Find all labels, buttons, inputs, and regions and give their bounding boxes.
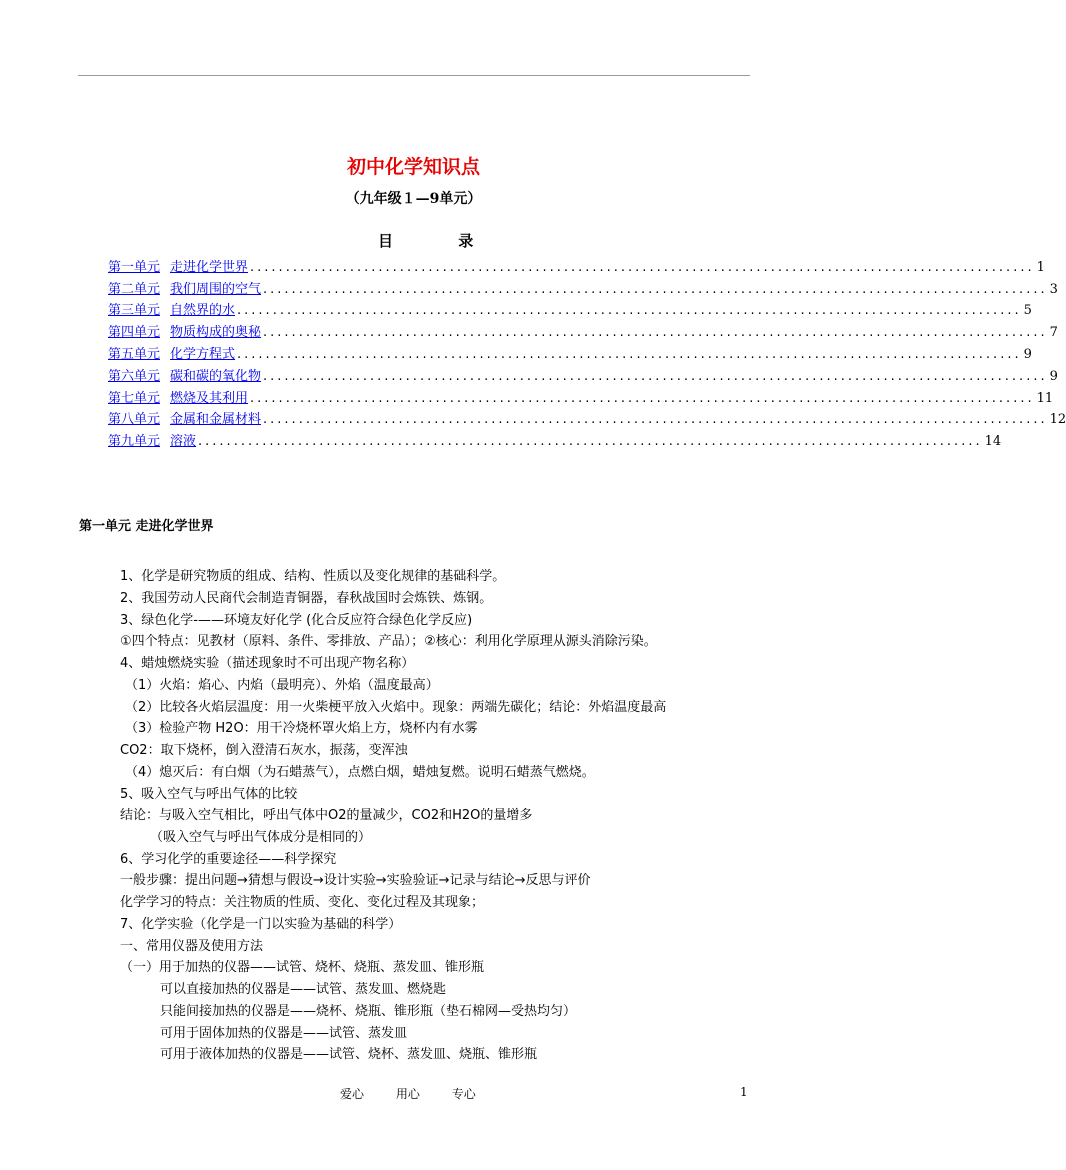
page-number: 1 (740, 1085, 748, 1099)
toc-leader: .............................................................................................................. (250, 259, 1035, 275)
toc-page: 9 (1049, 368, 1058, 384)
toc-row (108, 297, 1032, 319)
toc-name: 走进化学世界 (170, 259, 249, 275)
toc-unit: 第九单元 (108, 434, 161, 450)
page-title: 初中化学知识点 (346, 156, 480, 178)
footer-text: 用心 (395, 1087, 420, 1101)
body-line: 3、绿色化学-——环境友好化学 (化合反应符合绿色化学反应) (120, 613, 473, 628)
body-line: CO2：取下烧杯，倒入澄清石灰水，振荡，变浑浊 (120, 743, 408, 758)
toc-link-unit-4[interactable] (108, 321, 261, 340)
body-line: 只能间接加热的仪器是——烧杯、烧瓶、锥形瓶（垫石棉网—受热均匀） (160, 1004, 577, 1019)
toc-page: 5 (1023, 303, 1032, 319)
toc-row (108, 406, 1066, 428)
toc-page: 7 (1049, 325, 1058, 341)
body-line: ①四个特点：见教材（原料、条件、零排放、产品）；②核心：利用化学原理从源头消除污染。 (120, 634, 657, 649)
toc-leader: .............................................................................................................. (198, 434, 983, 450)
body-line: 可用于液体加热的仪器是——试管、烧杯、蒸发皿、烧瓶、锥形瓶 (160, 1047, 538, 1062)
body-line: 5、吸入空气与呼出气体的比较 (120, 787, 298, 802)
toc-unit: 第三单元 (108, 303, 161, 319)
toc-page: 14 (984, 434, 1002, 450)
footer-text: 专心 (451, 1087, 476, 1101)
toc-link-unit-1[interactable] (108, 256, 248, 275)
body-line: （吸入空气与呼出气体成分是相同的） (150, 830, 372, 845)
toc-leader: .............................................................................................................. (263, 281, 1048, 297)
toc-link-unit-3[interactable] (108, 299, 235, 318)
page-subtitle: （九年级１—9单元） (345, 191, 482, 207)
body-line: 结论：与吸入空气相比，呼出气体中O2的量减少，CO2和H2O的量增多 (120, 808, 533, 823)
toc-link-unit-5[interactable] (108, 343, 235, 362)
toc-link-unit-9[interactable] (108, 430, 196, 449)
body-line: （4）熄灭后：有白烟（为石蜡蒸气），点燃白烟，蜡烛复燃。说明石蜡蒸气燃烧。 (125, 765, 595, 780)
toc-name: 溶液 (170, 434, 197, 450)
page-footer (340, 1085, 504, 1102)
body-line: 4、蜡烛燃烧实验（描述现象时不可出现产物名称） (120, 656, 415, 671)
toc-row (108, 340, 1032, 362)
body-line: （2）比较各火焰层温度：用一火柴梗平放入火焰中。现象：两端先碳化；结论：外焰温度最高 (125, 700, 667, 715)
body-line: 1、化学是研究物质的组成、结构、性质以及变化规律的基础科学。 (120, 569, 506, 584)
toc-link-unit-2[interactable] (108, 278, 261, 297)
toc-leader: .............................................................................................................. (263, 412, 1048, 428)
header-rule (78, 75, 750, 76)
body-line: （1）火焰：焰心、内焰（最明亮）、外焰（温度最高） (125, 678, 439, 693)
toc-unit: 第五单元 (108, 346, 161, 362)
toc-row (108, 362, 1058, 384)
toc-unit: 第七单元 (108, 390, 161, 406)
toc-leader: .............................................................................................................. (237, 346, 1022, 362)
toc-unit: 第二单元 (108, 281, 161, 297)
section-heading: 第一单元 走进化学世界 (79, 519, 214, 534)
toc-name: 物质构成的奥秘 (170, 325, 262, 341)
toc-link-unit-6[interactable] (108, 365, 261, 384)
toc-page: 11 (1036, 390, 1054, 406)
body-line: 7、化学实验（化学是一门以实验为基础的科学） (120, 917, 402, 932)
toc-name: 我们周围的空气 (170, 281, 262, 297)
toc-row (108, 318, 1058, 341)
toc-leader: .............................................................................................................. (250, 390, 1035, 406)
body-line: 2、我国劳动人民商代会制造青铜器，春秋战国时会炼铁、炼钢。 (120, 591, 493, 606)
toc-unit: 第六单元 (108, 368, 161, 384)
toc-name: 燃烧及其利用 (170, 390, 249, 406)
toc-page: 12 (1049, 412, 1066, 428)
table-of-contents (108, 253, 1066, 450)
toc-page: 9 (1023, 346, 1032, 362)
toc-page: 1 (1036, 259, 1045, 275)
toc-unit: 第四单元 (108, 325, 161, 341)
toc-heading: 目 录 (378, 232, 504, 250)
toc-row (108, 275, 1058, 297)
body-line: 6、学习化学的重要途径——科学探究 (120, 852, 337, 867)
toc-page: 3 (1049, 281, 1058, 297)
toc-name: 化学方程式 (170, 346, 236, 362)
toc-unit: 第八单元 (108, 412, 161, 428)
toc-leader: .............................................................................................................. (237, 303, 1022, 319)
body-line: 可以直接加热的仪器是——试管、蒸发皿、燃烧匙 (160, 982, 447, 997)
toc-name: 碳和碳的氧化物 (170, 368, 262, 384)
body-line: 可用于固体加热的仪器是——试管、蒸发皿 (160, 1026, 408, 1041)
body-line: （3）检验产物 H2O：用干冷烧杯罩火焰上方，烧杯内有水雾 (125, 721, 478, 736)
toc-link-unit-8[interactable] (108, 408, 261, 427)
body-line: 化学学习的特点：关注物质的性质、变化、变化过程及其现象； (120, 895, 485, 910)
body-line: 一般步骤：提出问题→猜想与假设→设计实验→实验验证→记录与结论→反思与评价 (120, 873, 591, 888)
toc-row (108, 384, 1054, 406)
body-line: 一、常用仪器及使用方法 (120, 939, 264, 954)
toc-link-unit-7[interactable] (108, 387, 248, 406)
toc-unit: 第一单元 (108, 259, 161, 275)
toc-name: 金属和金属材料 (170, 412, 262, 428)
toc-name: 自然界的水 (170, 303, 236, 319)
toc-row (108, 427, 1002, 450)
toc-leader: .............................................................................................................. (263, 325, 1048, 341)
body-line: （一）用于加热的仪器——试管、烧杯、烧瓶、蒸发皿、锥形瓶 (120, 960, 485, 975)
toc-row (108, 253, 1045, 275)
toc-leader: .............................................................................................................. (263, 368, 1048, 384)
footer-text: 爱心 (340, 1087, 365, 1101)
